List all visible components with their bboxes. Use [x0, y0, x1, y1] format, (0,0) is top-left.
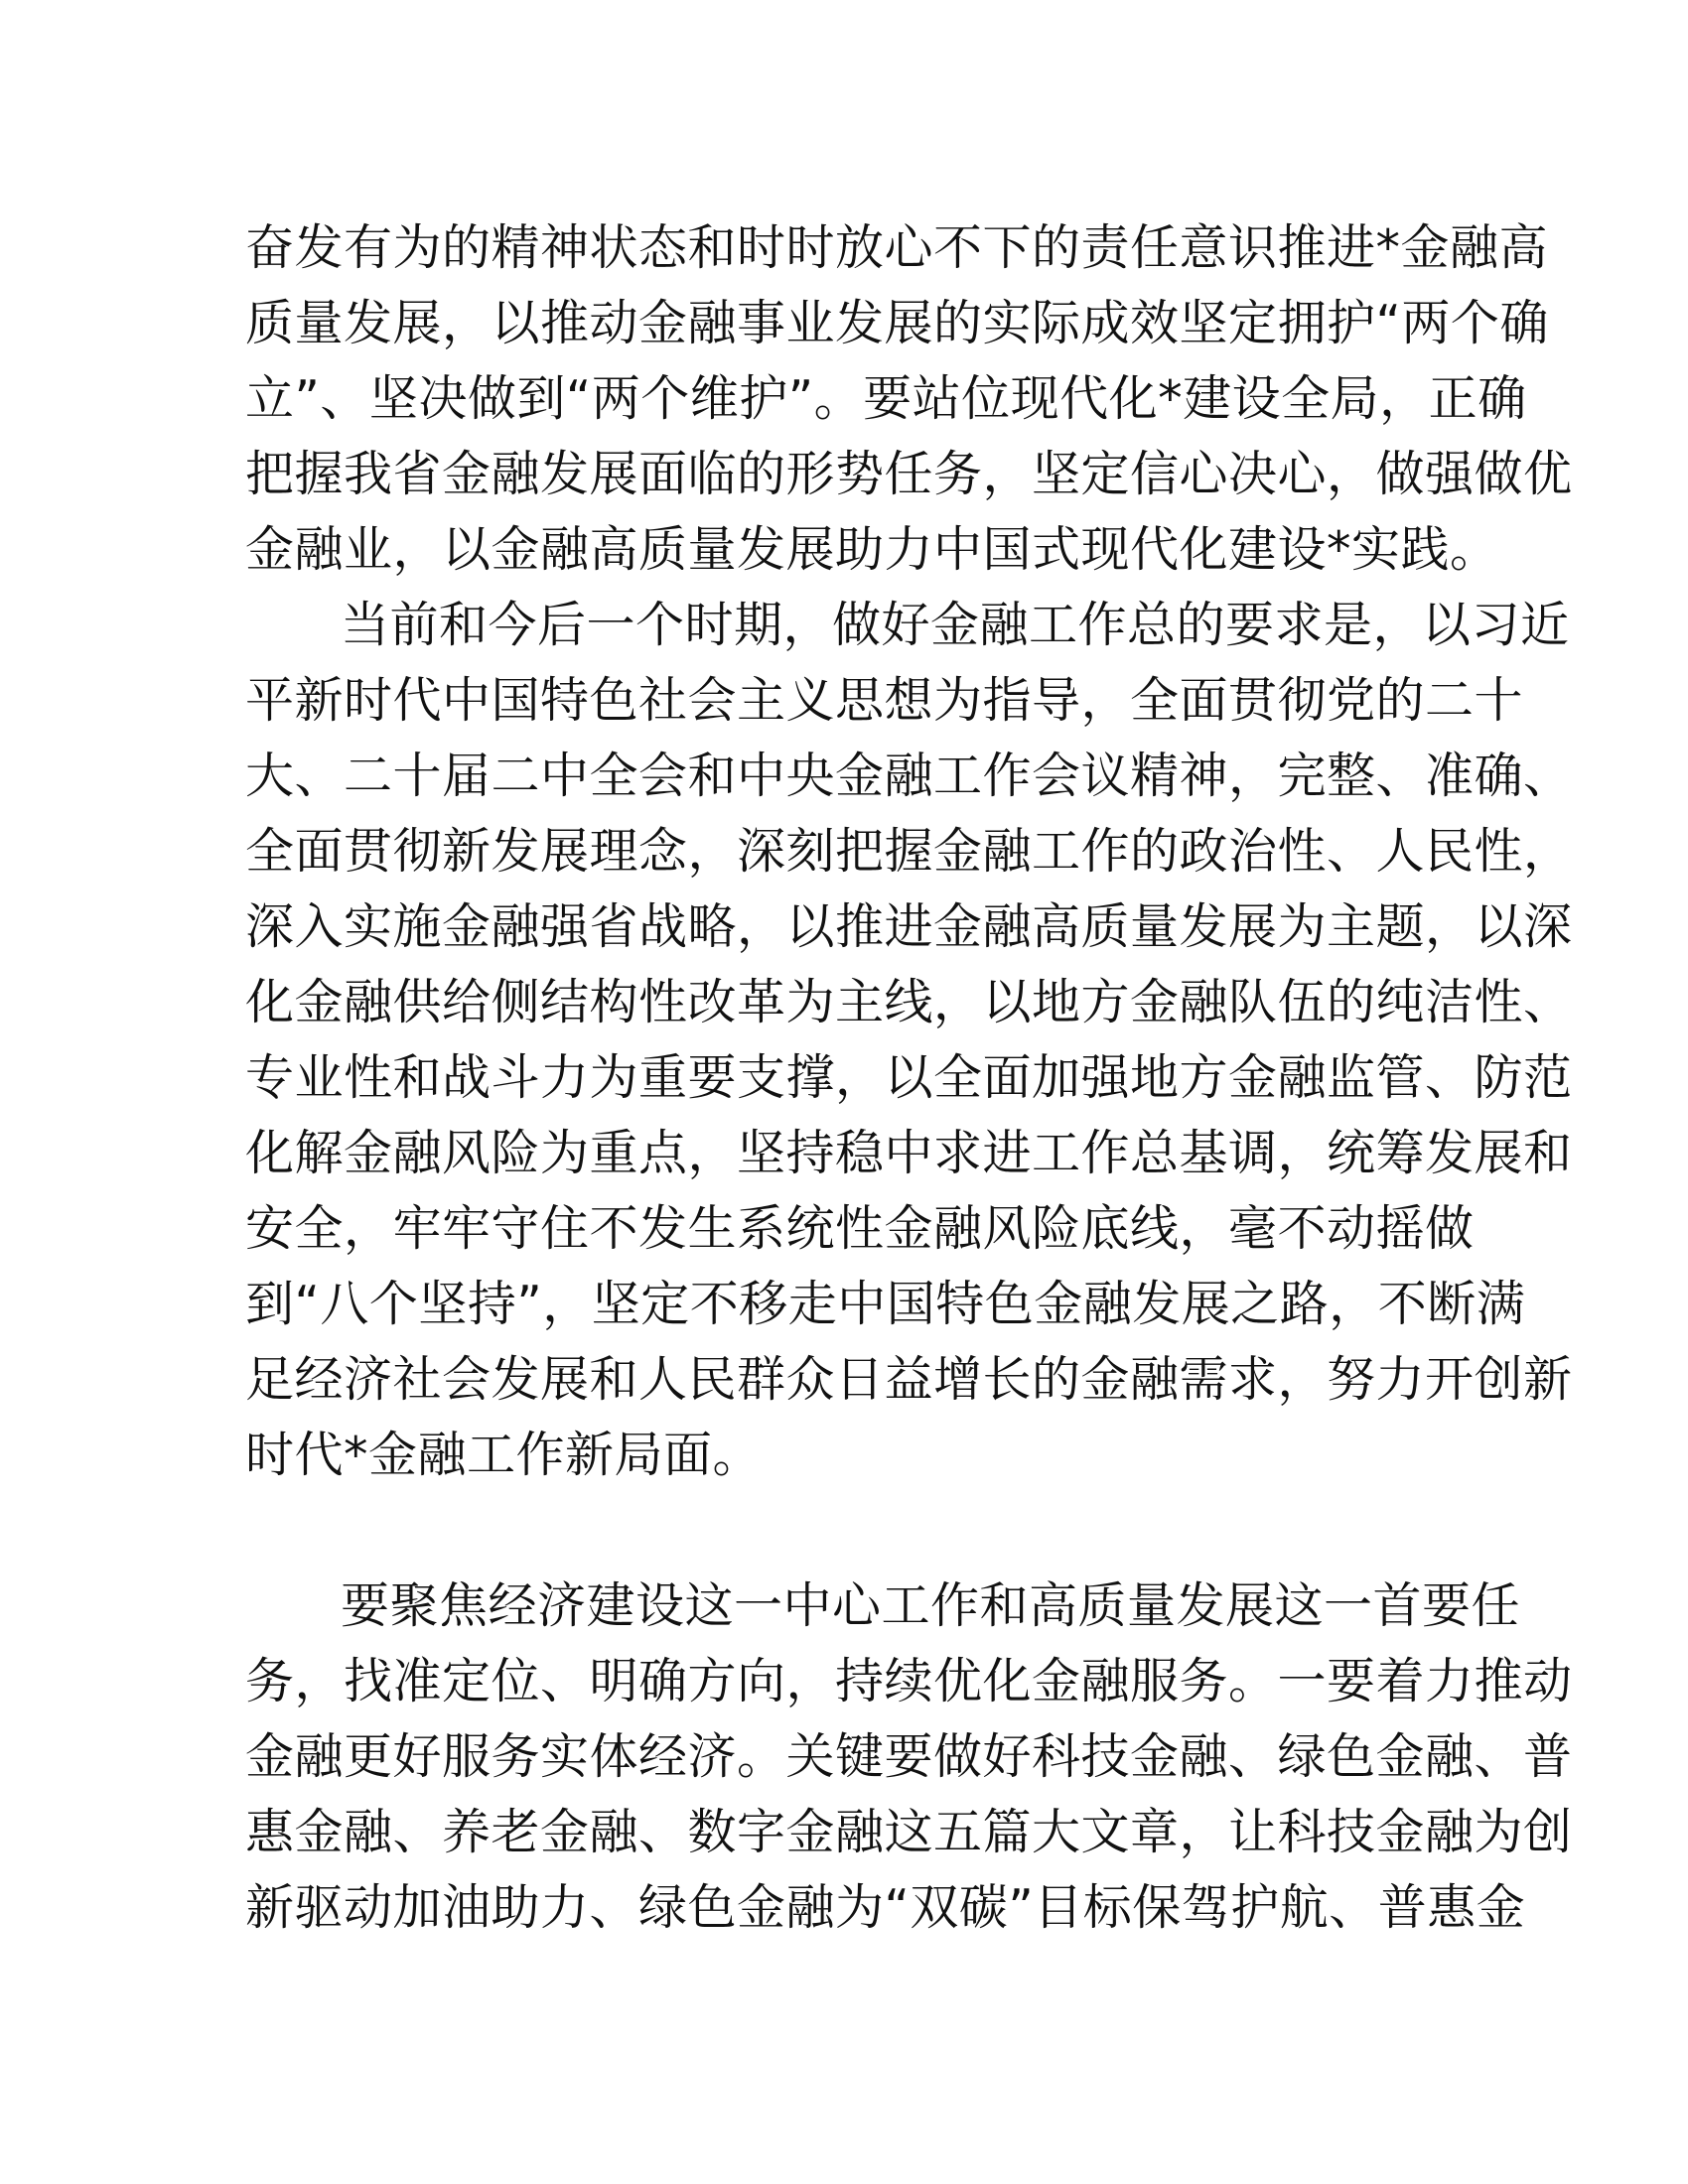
paragraph-line: 足经济社会发展和人民群众日益增长的金融需求，努力开创新 — [245, 1351, 1573, 1408]
paragraph-line: 专业性和战斗力为重要支撑，以全面加强地方金融监管、防范 — [245, 1049, 1573, 1106]
paragraph-first-line: 要聚焦经济建设这一中心工作和高质量发展这一首要任 — [341, 1577, 1521, 1634]
paragraph-line: 新驱动加油助力、绿色金融为“双碳”目标保驾护航、普惠金 — [245, 1879, 1526, 1936]
paragraph-line: 化解金融风险为重点，坚持稳中求进工作总基调，统筹发展和 — [245, 1125, 1573, 1181]
paragraph-line: 全面贯彻新发展理念，深刻把握金融工作的政治性、人民性， — [245, 823, 1573, 880]
paragraph-line: 质量发展，以推动金融事业发展的实际成效坚定拥护“两个确 — [245, 295, 1549, 351]
paragraph-line: 深入实施金融强省战略，以推进金融高质量发展为主题，以深 — [245, 898, 1573, 955]
paragraph-line: 平新时代中国特色社会主义思想为指导，全面贯彻党的二十 — [245, 672, 1524, 729]
paragraph-line: 安全，牢牢守住不发生系统性金融风险底线，毫不动摇做 — [245, 1200, 1475, 1257]
paragraph-3 — [245, 1569, 1573, 1946]
paragraph-line: 把握我省金融发展面临的形势任务，坚定信心决心，做强做优 — [245, 446, 1573, 502]
paragraph-1 — [245, 210, 1573, 588]
paragraph-first-line: 当前和今后一个时期，做好金融工作总的要求是，以习近 — [341, 597, 1570, 653]
paragraph-line: 大、二十届二中全会和中央金融工作会议精神，完整、准确、 — [245, 748, 1573, 804]
paragraph-line: 时代*金融工作新局面。 — [245, 1427, 763, 1483]
paragraph-line: 化金融供给侧结构性改革为主线，以地方金融队伍的纯洁性、 — [245, 974, 1573, 1030]
paragraph-2 — [245, 588, 1573, 1493]
paragraph-line: 金融业，以金融高质量发展助力中国式现代化建设*实践。 — [245, 521, 1499, 578]
paragraph-line: 务，找准定位、明确方向，持续优化金融服务。一要着力推动 — [245, 1653, 1573, 1709]
paragraph-line: 奋发有为的精神状态和时时放心不下的责任意识推进*金融高 — [245, 219, 1549, 276]
paragraph-line: 立”、坚决做到“两个维护”。要站位现代化*建设全局，正确 — [245, 370, 1527, 427]
paragraph-line: 金融更好服务实体经济。关键要做好科技金融、绿色金融、普 — [245, 1728, 1573, 1785]
paragraph-line: 惠金融、养老金融、数字金融这五篇大文章，让科技金融为创 — [245, 1804, 1573, 1860]
paragraph-line: 到“八个坚持”，坚定不移走中国特色金融发展之路，不断满 — [245, 1276, 1526, 1332]
